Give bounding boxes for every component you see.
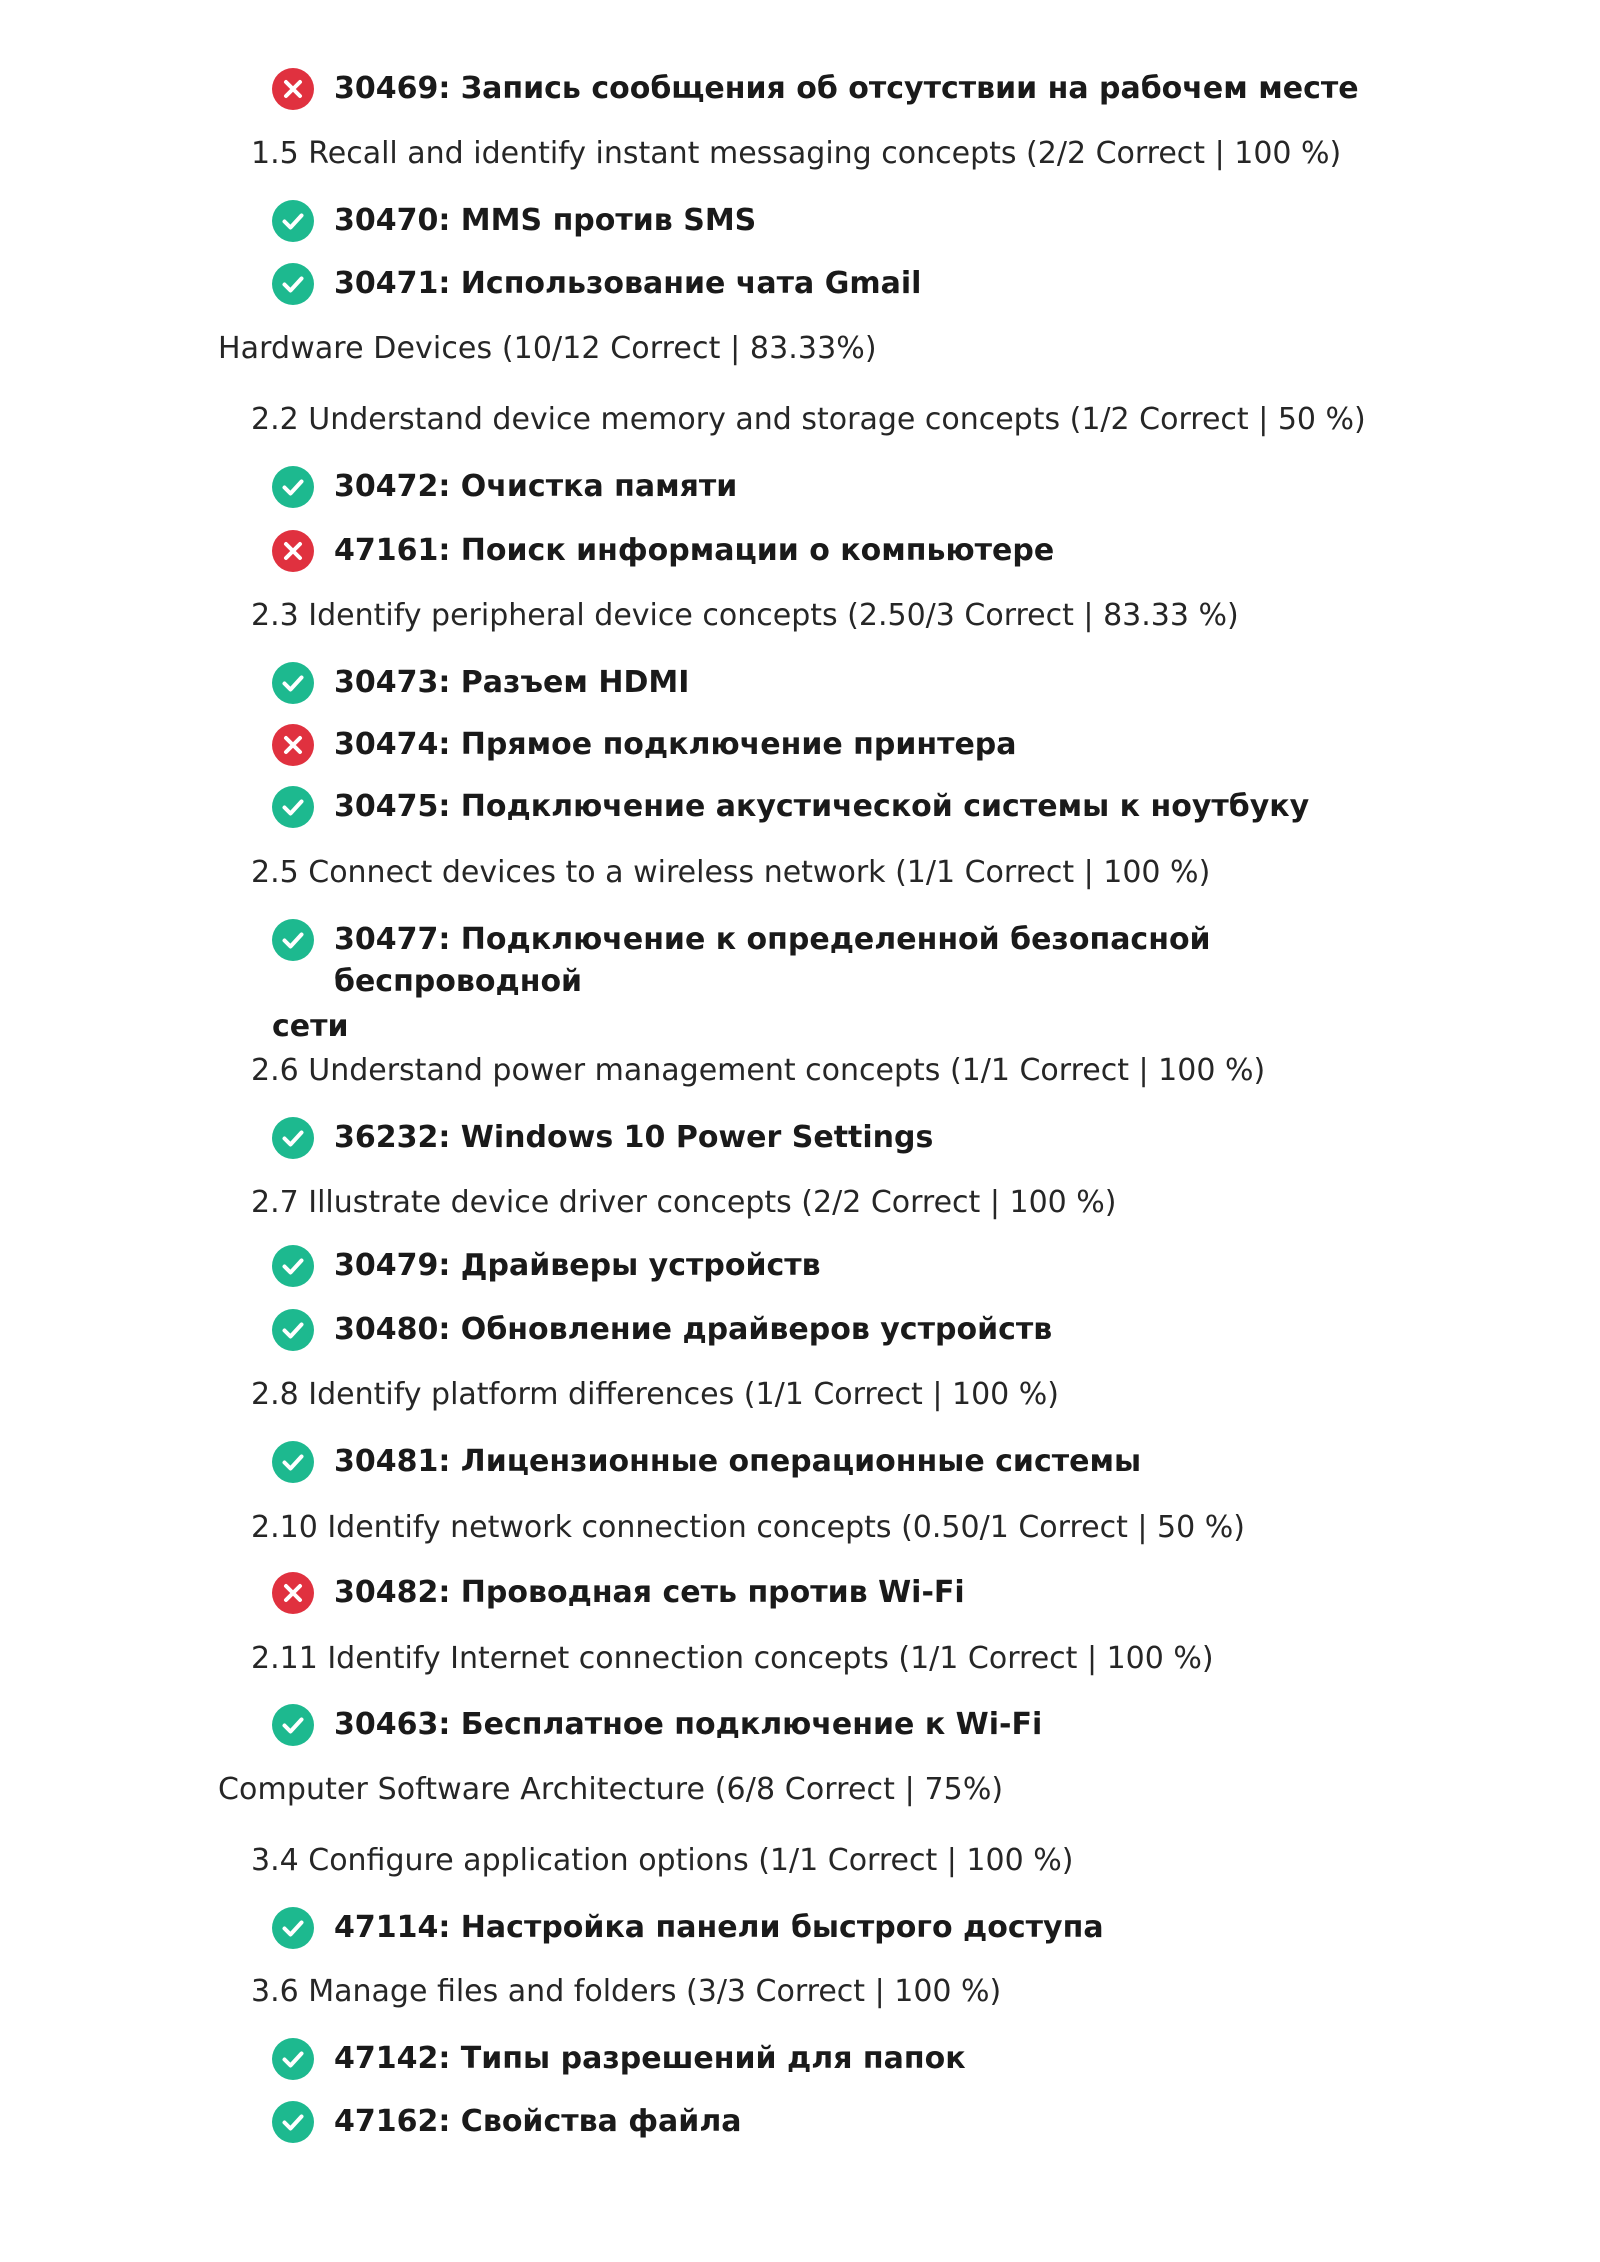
question-item-correct <box>272 1309 1052 1351</box>
question-item-correct <box>272 466 737 508</box>
objective-heading: 3.4 Configure application options (1/1 Correct | 100 %) <box>251 1843 1074 1878</box>
objective-heading: 2.11 Identify Internet connection concepts (1/1 Correct | 100 %) <box>251 1641 1214 1676</box>
question-item-incorrect <box>272 68 1359 110</box>
question-item-correct <box>272 263 921 305</box>
question-title: 30474: Прямое подключение принтера <box>334 727 1017 762</box>
question-item-correct <box>272 1245 821 1287</box>
question-title: 47114: Настройка панели быстрого доступа <box>334 1910 1104 1945</box>
objective-heading: 2.6 Understand power management concepts (1/1 Correct | 100 %) <box>251 1053 1266 1088</box>
check-circle-icon <box>272 2101 314 2143</box>
objective-heading: 2.10 Identify network connection concepts (0.50/1 Correct | 50 %) <box>251 1510 1245 1545</box>
question-item-correct <box>272 1704 1042 1746</box>
objective-heading: 3.6 Manage files and folders (3/3 Correct | 100 %) <box>251 1974 1002 2009</box>
question-title: 30480: Обновление драйверов устройств <box>334 1312 1053 1347</box>
x-circle-icon <box>272 724 314 766</box>
question-title: 30471: Использование чата Gmail <box>334 266 922 301</box>
check-circle-icon <box>272 1441 314 1483</box>
objective-heading: 1.5 Recall and identify instant messaging concepts (2/2 Correct | 100 %) <box>251 136 1342 171</box>
question-title: 30477: Подключение к определенной безопасной беспроводной <box>334 922 1211 999</box>
question-title: 30470: MMS против SMS <box>334 203 757 238</box>
question-title: 30472: Очистка памяти <box>334 469 738 504</box>
objective-heading: 2.2 Understand device memory and storage concepts (1/2 Correct | 50 %) <box>251 402 1366 437</box>
section-heading: Computer Software Architecture (6/8 Correct | 75%) <box>218 1772 1004 1807</box>
x-circle-icon <box>272 530 314 572</box>
check-circle-icon <box>272 263 314 305</box>
check-circle-icon <box>272 786 314 828</box>
objective-heading: 2.3 Identify peripheral device concepts (2.50/3 Correct | 83.33 %) <box>251 598 1239 633</box>
question-title: 30463: Бесплатное подключение к Wi-Fi <box>334 1707 1043 1742</box>
check-circle-icon <box>272 919 314 961</box>
question-title: 36232: Windows 10 Power Settings <box>334 1120 934 1155</box>
question-title: 30482: Проводная сеть против Wi-Fi <box>334 1575 965 1610</box>
check-circle-icon <box>272 2038 314 2080</box>
objective-heading: 2.5 Connect devices to a wireless network (1/1 Correct | 100 %) <box>251 855 1211 890</box>
question-item-correct <box>272 1117 933 1159</box>
check-circle-icon <box>272 466 314 508</box>
check-circle-icon <box>272 662 314 704</box>
question-item-incorrect <box>272 1572 965 1614</box>
question-title: 47162: Свойства файла <box>334 2104 742 2139</box>
section-heading: Hardware Devices (10/12 Correct | 83.33%) <box>218 331 877 366</box>
question-item-correct <box>272 662 689 704</box>
check-circle-icon <box>272 1309 314 1351</box>
question-item-incorrect <box>272 724 1017 766</box>
question-title: 47161: Поиск информации о компьютере <box>334 533 1055 568</box>
question-item-correct <box>272 2038 966 2080</box>
check-circle-icon <box>272 1907 314 1949</box>
check-circle-icon <box>272 200 314 242</box>
question-item-correct <box>272 786 1309 828</box>
check-circle-icon <box>272 1704 314 1746</box>
check-circle-icon <box>272 1117 314 1159</box>
question-title: 30479: Драйверы устройств <box>334 1248 821 1283</box>
x-circle-icon <box>272 68 314 110</box>
question-item-correct <box>272 1441 1141 1483</box>
objective-heading: 2.8 Identify platform differences (1/1 Correct | 100 %) <box>251 1377 1060 1412</box>
question-title: 30481: Лицензионные операционные системы <box>334 1444 1142 1479</box>
question-item-correct <box>272 1907 1104 1949</box>
objective-heading: 2.7 Illustrate device driver concepts (2/2 Correct | 100 %) <box>251 1185 1117 1220</box>
question-item-correct <box>272 2101 742 2143</box>
question-title: 30473: Разъем HDMI <box>334 665 690 700</box>
question-item-correct <box>272 200 756 242</box>
question-item-incorrect <box>272 530 1054 572</box>
question-title: 30469: Запись сообщения об отсутствии на рабочем месте <box>334 71 1359 106</box>
question-title: 30475: Подключение акустической системы к ноутбуку <box>334 789 1310 824</box>
check-circle-icon <box>272 1245 314 1287</box>
question-title-continuation: сети <box>272 1009 349 1044</box>
question-item-correct <box>272 919 1412 1051</box>
x-circle-icon <box>272 1572 314 1614</box>
question-title: 47142: Типы разрешений для папок <box>334 2041 966 2076</box>
